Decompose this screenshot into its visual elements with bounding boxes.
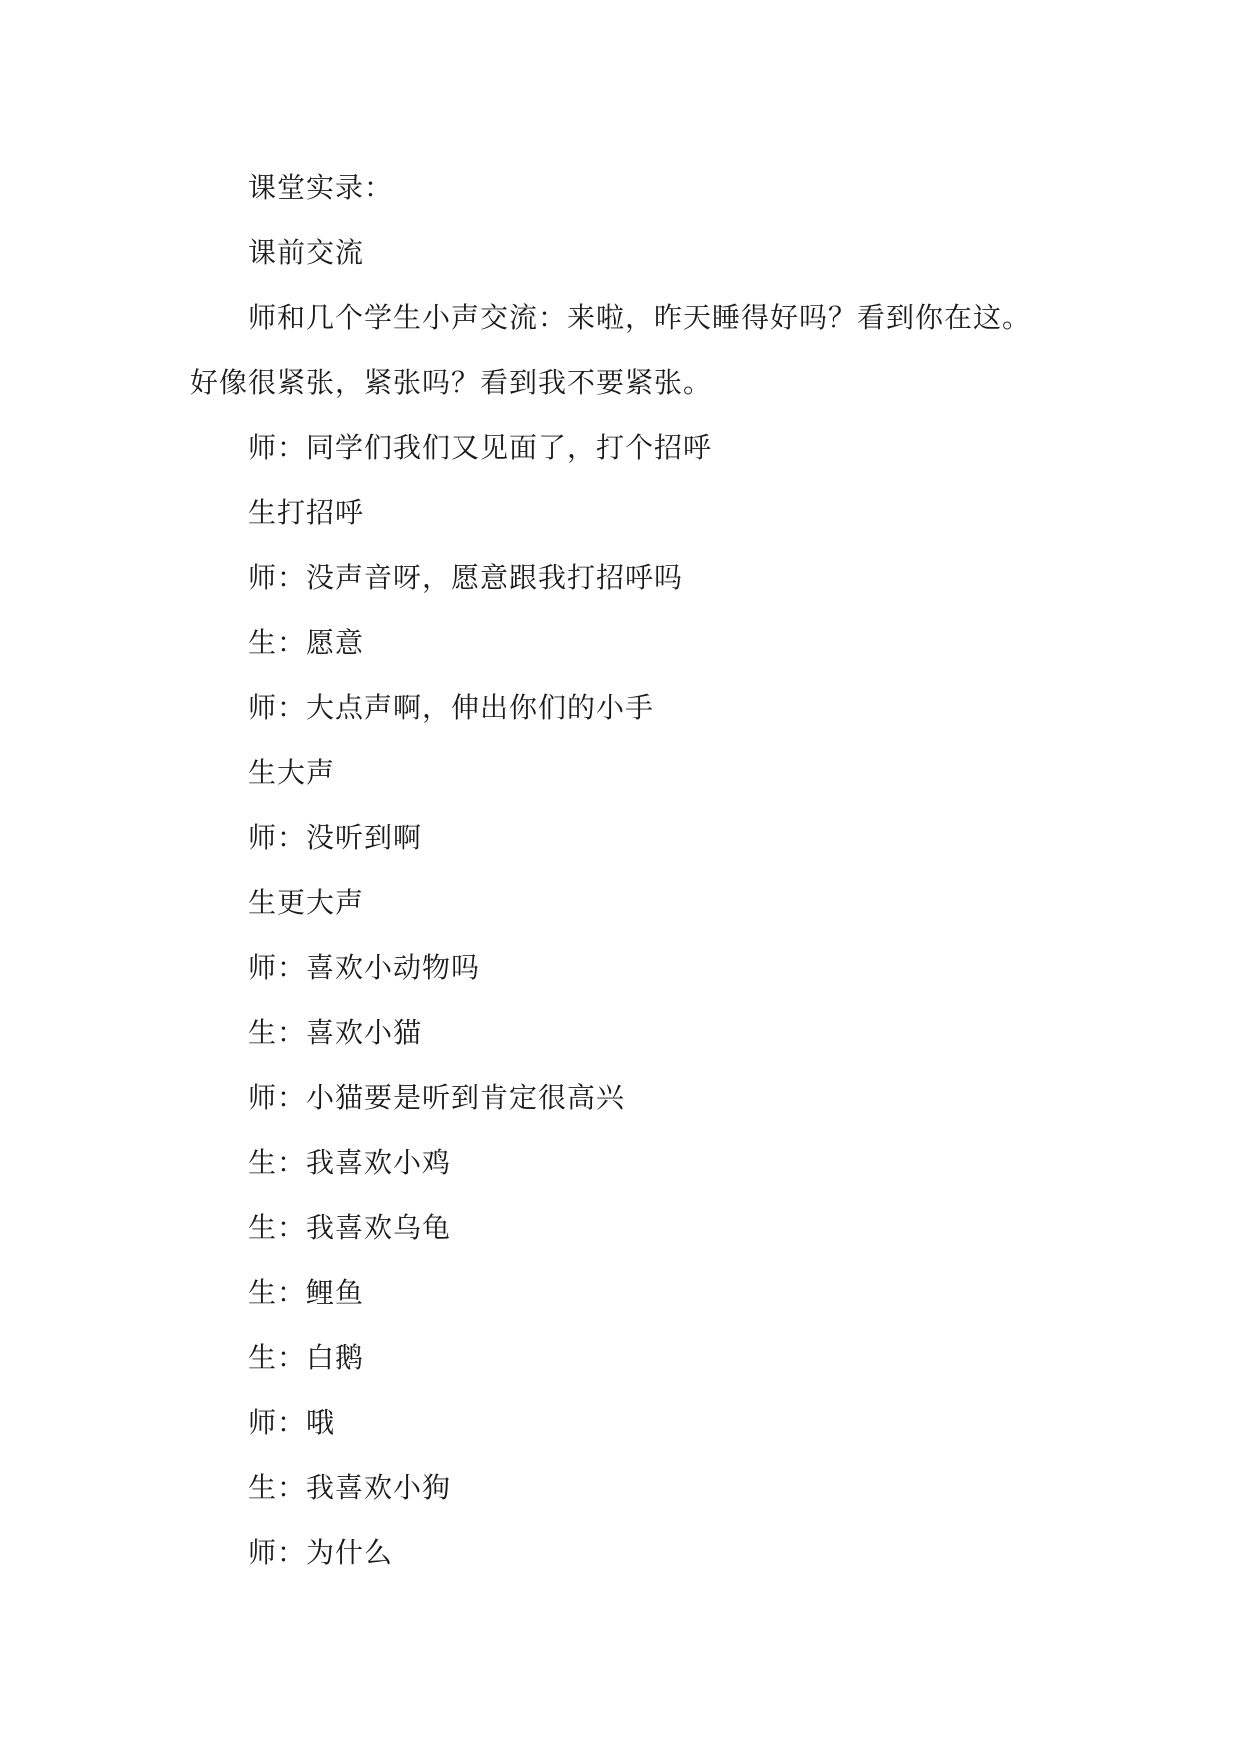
paragraph: 师和几个学生小声交流：来啦，昨天睡得好吗？看到你在这。好像很紧张，紧张吗？看到我不要紧张。 xyxy=(190,301,1032,399)
paragraph: 师：大点声啊，伸出你们的小手 xyxy=(248,691,655,724)
paragraph: 师：为什么 xyxy=(248,1536,394,1569)
paragraph: 师：喜欢小动物吗 xyxy=(248,951,481,984)
paragraph-heading: 课堂实录： xyxy=(248,171,394,204)
paragraph: 生：我喜欢小狗 xyxy=(248,1471,452,1504)
paragraph: 师：同学们我们又见面了，打个招呼 xyxy=(248,431,713,464)
paragraph: 生更大声 xyxy=(248,886,365,919)
paragraph: 师：哦 xyxy=(248,1406,336,1439)
paragraph: 师：没声音呀，愿意跟我打招呼吗 xyxy=(248,561,684,594)
paragraph-subheading: 课前交流 xyxy=(248,236,365,269)
paragraph: 生：鲤鱼 xyxy=(248,1276,365,1309)
paragraph: 生大声 xyxy=(248,756,336,789)
paragraph: 师：小猫要是听到肯定很高兴 xyxy=(248,1081,626,1114)
paragraph: 师：没听到啊 xyxy=(248,821,423,854)
document-body xyxy=(190,155,1052,1585)
paragraph: 生：我喜欢乌龟 xyxy=(248,1211,452,1244)
paragraph: 生：我喜欢小鸡 xyxy=(248,1146,452,1179)
paragraph: 生：白鹅 xyxy=(248,1341,365,1374)
paragraph: 生：喜欢小猫 xyxy=(248,1016,423,1049)
paragraph: 生：愿意 xyxy=(248,626,365,659)
paragraph: 生打招呼 xyxy=(248,496,365,529)
